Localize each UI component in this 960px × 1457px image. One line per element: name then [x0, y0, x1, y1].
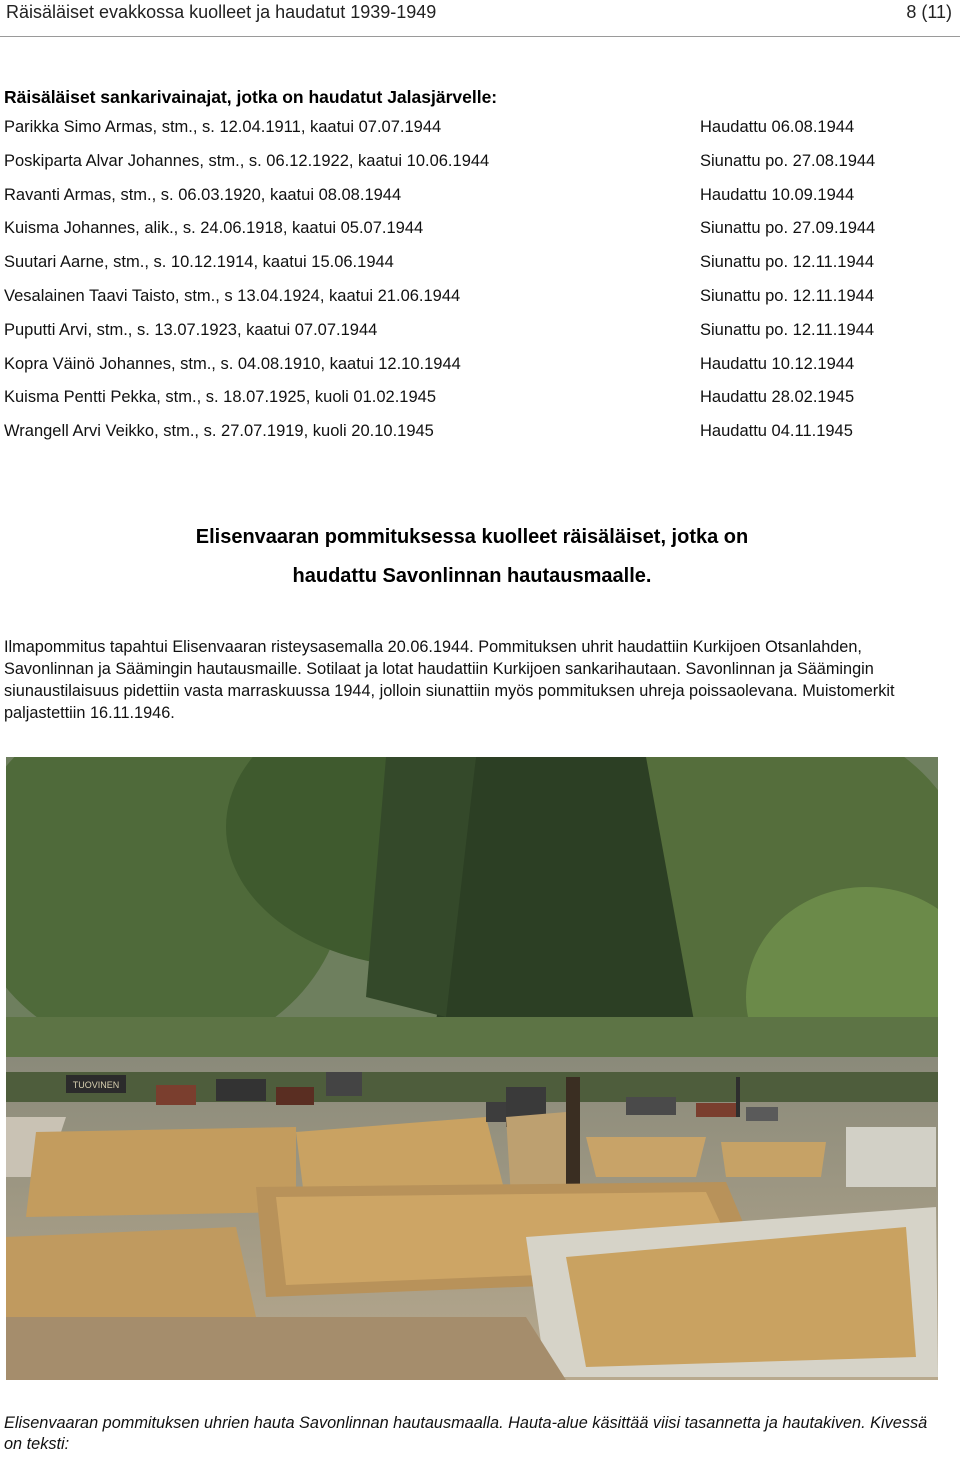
- page-header: [0, 0, 960, 40]
- burial-date: Siunattu po. 12.11.1944: [700, 253, 875, 272]
- photo-caption: Elisenvaaran pommituksen uhrien hauta Savonlinnan hautausmaalla. Hauta-alue käsittää viisi tasannetta ja hautakiven. Kivessä on teksti:: [4, 1414, 928, 1453]
- grave-lettering: TUOVINEN: [72, 1080, 120, 1090]
- person-entry: Kuisma Johannes, alik., s. 24.06.1918, kaatui 05.07.1944: [4, 219, 424, 238]
- burial-date: Siunattu po. 27.09.1944: [700, 219, 876, 238]
- burial-date: Haudattu 06.08.1944: [700, 118, 855, 136]
- burial-date: Siunattu po. 12.11.1944: [700, 320, 875, 339]
- person-entry: Wrangell Arvi Veikko, stm., s. 27.07.1919, kuoli 20.10.1945: [4, 422, 434, 441]
- person-entry: Kopra Väinö Johannes, stm., s. 04.08.1910, kaatui 12.10.1944: [4, 354, 461, 373]
- section-title-line-2: haudattu Savonlinnan hautausmaalle.: [292, 565, 652, 587]
- burial-row: [0, 253, 960, 287]
- burial-row: [0, 287, 960, 321]
- person-entry: Poskiparta Alvar Johannes, stm., s. 06.12.1922, kaatui 10.06.1944: [4, 151, 490, 170]
- burial-date: Siunattu po. 12.11.1944: [700, 286, 875, 305]
- burial-row: [0, 388, 960, 422]
- burial-row: [0, 219, 960, 253]
- burial-date: Haudattu 04.11.1945: [700, 422, 853, 441]
- page-number: 8 (11): [906, 2, 952, 22]
- burial-date: Haudattu 10.12.1944: [700, 354, 855, 373]
- section-title-line-1: Elisenvaaran pommituksessa kuolleet räisäläiset, jotka on: [195, 526, 749, 548]
- person-entry: Suutari Aarne, stm., s. 10.12.1914, kaatui 15.06.1944: [4, 253, 394, 272]
- section-heading: Räisäläiset sankarivainajat, jotka on haudatut Jalasjärvelle:: [4, 87, 498, 107]
- burial-row: [0, 186, 960, 220]
- person-entry: Ravanti Armas, stm., s. 06.03.1920, kaatui 08.08.1944: [4, 185, 402, 204]
- bombing-paragraph: Ilmapommitus tapahtui Elisenvaaran risteysasemalla 20.06.1944. Pommituksen uhrit haudattiin Kurkijoen Otsanlahden, Savonlinnan ja Säämingin hautausmaille. Sotilaat ja lotat haudattiin Kurkijoen sankarihautaan. Savonlinnan ja Säämingin siunaustilaisuus pidettiin vasta marraskuussa 1944, jolloin siunattiin myös pommituksen uhreja poissaolevana. Muistomerkit paljastettiin 16.11.1946.: [4, 638, 895, 722]
- burial-row: [0, 422, 960, 456]
- header-divider: [0, 36, 960, 37]
- burial-date: Siunattu po. 27.08.1944: [700, 151, 876, 170]
- burial-row: [0, 152, 960, 186]
- burial-date: Haudattu 10.09.1944: [700, 185, 855, 204]
- person-entry: Puputti Arvi, stm., s. 13.07.1923, kaatui 07.07.1944: [4, 320, 378, 339]
- person-entry: Kuisma Pentti Pekka, stm., s. 18.07.1925, kuoli 01.02.1945: [4, 388, 437, 407]
- burial-row: [0, 355, 960, 389]
- burial-row: [0, 321, 960, 355]
- person-entry: Parikka Simo Armas, stm., s. 12.04.1911, kaatui 07.07.1944: [4, 118, 442, 136]
- burial-row: [0, 118, 960, 152]
- burial-list: [0, 118, 960, 456]
- document-title: Räisäläiset evakkossa kuolleet ja haudatut 1939-1949: [6, 2, 437, 22]
- burial-date: Haudattu 28.02.1945: [700, 388, 855, 407]
- person-entry: Vesalainen Taavi Taisto, stm., s 13.04.1924, kaatui 21.06.1944: [4, 286, 461, 305]
- cemetery-photo: [6, 757, 938, 1380]
